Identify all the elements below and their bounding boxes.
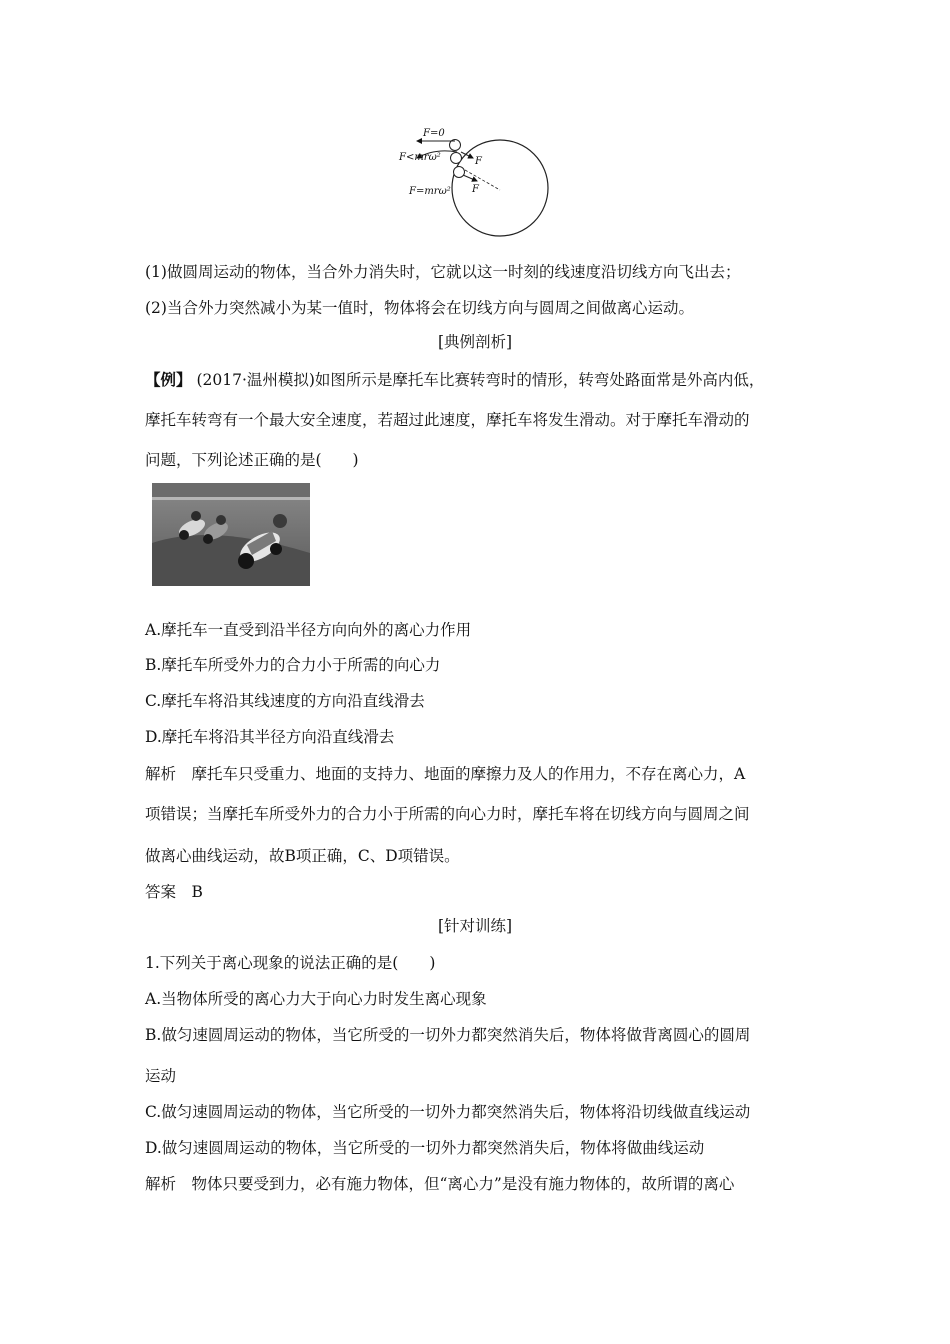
example-text-1: (2017·温州模拟)如图所示是摩托车比赛转弯时的情形，转弯处路面常是外高内低， xyxy=(196,371,765,389)
option-d: D.摩托车将沿其半径方向沿直线滑去 xyxy=(145,728,395,746)
training-option-b-2: 运动 xyxy=(145,1067,177,1085)
training-heading: [针对训练] xyxy=(437,917,513,935)
example-tag: 【例】 xyxy=(145,370,192,389)
example-analysis-3: 做离心曲线运动，故B项正确，C、D项错误。 xyxy=(145,847,460,865)
example-line-2: 摩托车转弯有一个最大安全速度，若超过此速度，摩托车将发生滑动。对于摩托车滑动的 xyxy=(145,411,750,429)
intro-point-1: (1)做圆周运动的物体，当合外力消失时，它就以这一时刻的线速度沿切线方向飞出去； xyxy=(145,263,741,281)
intro-point-2: (2)当合外力突然减小为某一值时，物体将会在切线方向与圆周之间做离心运动。 xyxy=(145,299,694,317)
example-answer: 答案 B xyxy=(145,883,203,901)
option-c: C.摩托车将沿其线速度的方向沿直线滑去 xyxy=(145,692,425,710)
motorcycle-race-photo xyxy=(152,483,310,586)
label-f-arrow-1: F xyxy=(475,156,482,167)
example-analysis-1: 解析 摩托车只受重力、地面的支持力、地面的摩擦力及人的作用力，不存在离心力，A xyxy=(145,765,746,783)
body-lower xyxy=(454,167,465,178)
training-option-a: A.当物体所受的离心力大于向心力时发生离心现象 xyxy=(145,990,487,1008)
centrifugal-motion-diagram xyxy=(395,118,555,244)
option-a: A.摩托车一直受到沿半径方向向外的离心力作用 xyxy=(145,621,472,639)
training-option-c: C.做匀速圆周运动的物体，当它所受的一切外力都突然消失后，物体将沿切线做直线运动 xyxy=(145,1103,751,1121)
label-f-less: F<mrω² xyxy=(399,152,441,163)
training-option-b-1: B.做匀速圆周运动的物体，当它所受的一切外力都突然消失后，物体将做背离圆心的圆周 xyxy=(145,1026,751,1044)
example-heading: [典例剖析] xyxy=(437,333,513,351)
radius-dashed xyxy=(465,170,500,190)
option-b: B.摩托车所受外力的合力小于所需的向心力 xyxy=(145,656,441,674)
label-f-equal: F=mrω² xyxy=(409,186,451,197)
example-line-1 xyxy=(145,370,764,390)
label-f-arrow-2: F xyxy=(472,184,479,195)
training-option-d: D.做匀速圆周运动的物体，当它所受的一切外力都突然消失后，物体将做曲线运动 xyxy=(145,1139,705,1157)
body-middle xyxy=(451,153,462,164)
training-question: 1.下列关于离心现象的说法正确的是( ) xyxy=(145,954,436,972)
training-analysis: 解析 物体只要受到力，必有施力物体，但“离心力”是没有施力物体的，故所谓的离心 xyxy=(145,1175,735,1193)
label-f-zero: F=0 xyxy=(423,128,445,139)
example-analysis-2: 项错误；当摩托车所受外力的合力小于所需的向心力时，摩托车将在切线方向与圆周之间 xyxy=(145,805,750,823)
example-line-3: 问题，下列论述正确的是( ) xyxy=(145,451,359,469)
